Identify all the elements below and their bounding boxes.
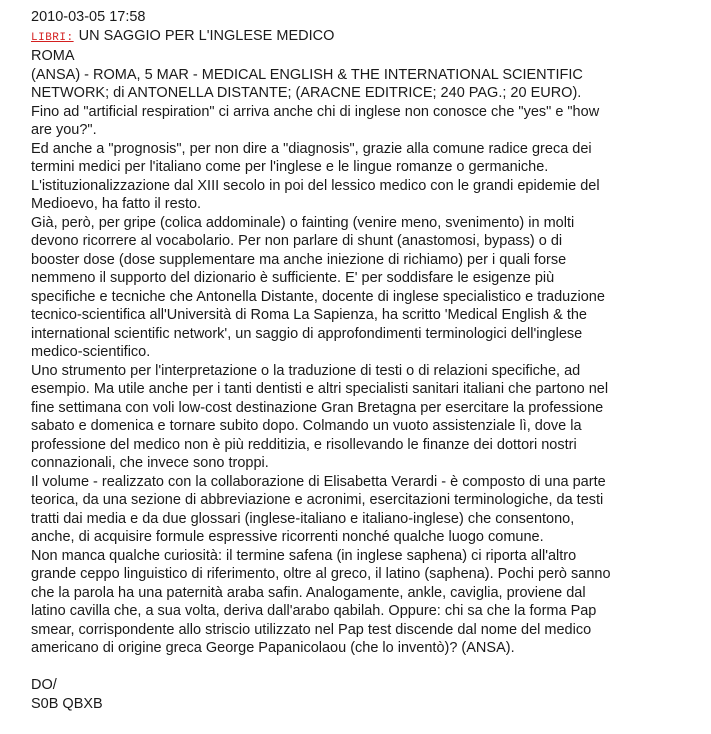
body-line: Ed anche a "prognosis", per non dire a "diagnosis", grazie alla comune radice greca dei — [31, 140, 592, 157]
body-line: anche, di acquisire formule espressive ricorrenti nonché qualche luogo comune. — [31, 529, 544, 545]
body-line: che la parola ha una paternità araba safin. Analogamente, ankle, caviglia, proviene dal — [31, 584, 586, 601]
body-line: specifiche e tecniche che Antonella Distante, docente di inglese specialistico e traduzione — [31, 288, 605, 305]
body-line: Non manca qualche curiosità: il termine safena (in inglese saphena) ci riporta all'altro — [31, 547, 577, 564]
body-line: teorica, da una sezione di abbreviazione e acronimi, esercitazioni terminologiche, da testi — [31, 492, 604, 508]
article-timestamp: 2010-03-05 17:58 — [31, 9, 146, 25]
spacer — [31, 658, 691, 677]
body-line: grande ceppo linguistico di riferimento, oltre al greco, il latino (saphena). Pochi però sanno — [31, 566, 611, 582]
body-line: americano di origine greca George Papanicolaou (che lo inventò)? (ANSA). — [31, 640, 515, 656]
footer-code: DO/ — [31, 677, 57, 693]
body-line: L'istituzionalizzazione dal XIII secolo in poi del lessico medico con le grandi epidemie del — [31, 177, 600, 194]
body-line: smear, corrispondente allo striscio utilizzato nel Pap test discende dal nome del medico — [31, 621, 592, 638]
article-headline — [31, 27, 691, 48]
body-line: termini medici per l'italiano come per l'inglese e le lingue romanze o germaniche. — [31, 159, 549, 175]
body-line: Il volume - realizzato con la collaborazione di Elisabetta Verardi - è composto di una parte — [31, 473, 606, 490]
article-title: UN SAGGIO PER L'INGLESE MEDICO — [78, 27, 335, 44]
body-line: esempio. Ma utile anche per i tanti dentisti e altri specialisti sanitari italiani che partono nel — [31, 381, 609, 397]
body-line: nemmeno il supporto del dizionario è sufficiente. E' per soddisfare le esigenze più — [31, 270, 555, 286]
body-line: international scientific network', un saggio di approfondimenti terminologici dell'inglese — [31, 325, 583, 342]
body-line: Già, però, per gripe (colica addominale) o fainting (venire meno, svenimento) in molti — [31, 214, 575, 231]
body-line: (ANSA) - ROMA, 5 MAR - MEDICAL ENGLISH & THE INTERNATIONAL SCIENTIFIC — [31, 66, 583, 83]
body-line: sabato e domenica e tornare subito dopo. Colmando un vuoto assistenziale lì, dove la — [31, 418, 582, 434]
body-line: NETWORK; di ANTONELLA DISTANTE; (ARACNE EDITRICE; 240 PAG.; 20 EURO). — [31, 85, 582, 101]
body-line: latino cavilla che, a sua volta, deriva dall'arabo qabilah. Oppure: chi sa che la forma Pap — [31, 603, 597, 619]
body-line: Fino ad "artificial respiration" ci arriva anche chi di inglese non conosce che "yes" e "how — [31, 103, 600, 120]
article-location: ROMA — [31, 48, 75, 64]
category-link[interactable]: LIBRI: — [31, 31, 74, 44]
footer-code-secondary: S0B QBXB — [31, 695, 103, 712]
article-body — [31, 66, 691, 658]
body-line: tecnico-scientifica all'Università di Roma La Sapienza, ha scritto 'Medical English & the — [31, 307, 587, 323]
body-line: devono ricorrere al vocabolario. Per non parlare di shunt (anastomosi, bypass) o di — [31, 233, 563, 249]
body-line: fine settimana con voli low-cost destinazione Gran Bretagna per esercitare la professione — [31, 399, 604, 416]
body-line: connazionali, che invece sono troppi. — [31, 455, 269, 471]
body-line: professione del medico non è più redditizia, e risollevando le finanze dei dottori nostri — [31, 436, 577, 453]
body-line: medico-scientifico. — [31, 344, 151, 360]
body-line: are you?". — [31, 122, 97, 138]
body-line: Medioevo, ha fatto il resto. — [31, 196, 202, 212]
body-line: tratti dai media e da due glossari (inglese-italiano e italiano-inglese) che consentono, — [31, 510, 575, 527]
body-line: booster dose (dose supplementare ma anche iniezione di richiamo) per i quali forse — [31, 251, 567, 268]
body-line: Uno strumento per l'interpretazione o la traduzione di testi o di relazioni specifiche, ad — [31, 362, 581, 379]
news-article — [31, 8, 691, 713]
